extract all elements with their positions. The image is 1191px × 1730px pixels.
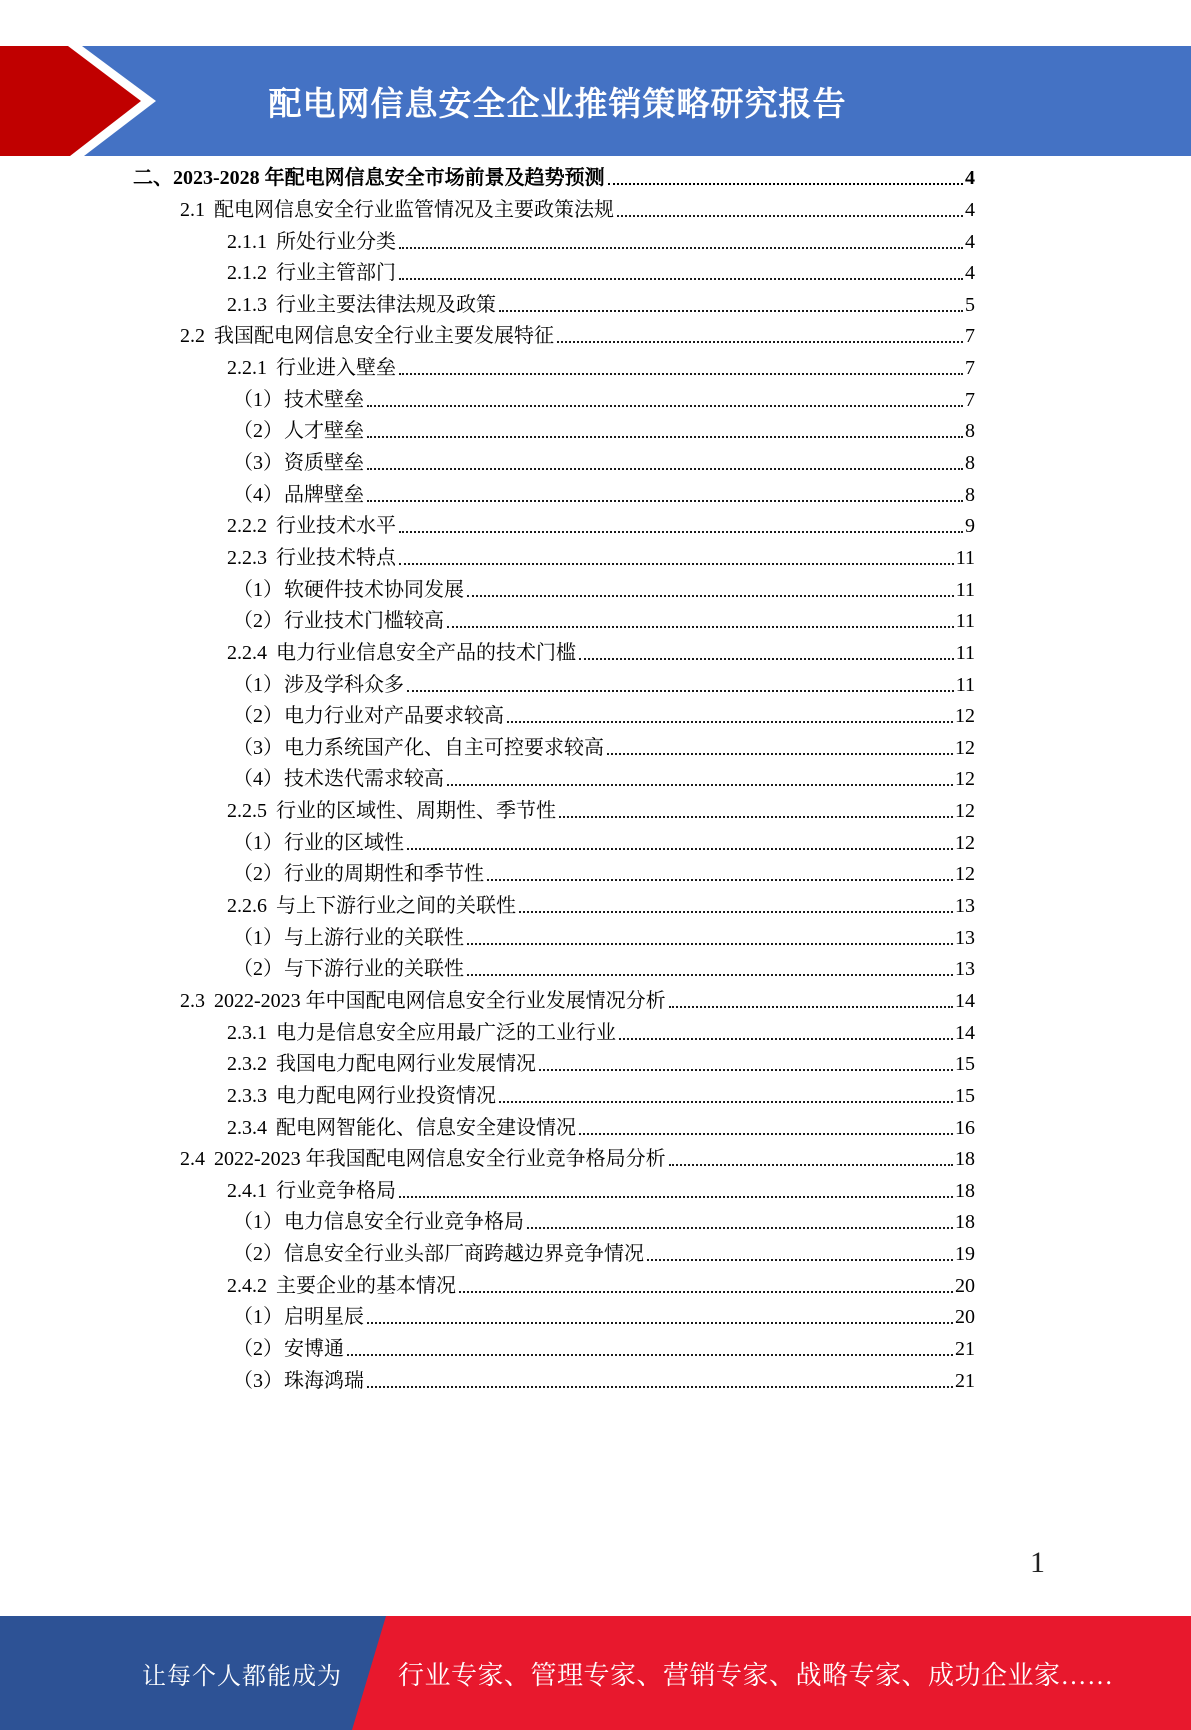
dot-leader	[608, 183, 963, 185]
toc-entry[interactable]	[133, 254, 975, 286]
toc-entry[interactable]	[133, 1140, 975, 1172]
toc-entry-page: 14	[955, 989, 975, 1012]
dot-leader	[347, 1354, 953, 1356]
dot-leader	[447, 784, 953, 786]
toc-entry-title: 信息安全行业头部厂商跨越边界竞争情况	[284, 1243, 644, 1266]
dot-leader	[399, 563, 954, 565]
toc-entry-page: 5	[965, 293, 975, 316]
toc-entry-number: 2.2.1	[227, 357, 267, 380]
toc-entry-title: 资质壁垒	[284, 452, 364, 475]
toc-entry[interactable]	[133, 1266, 975, 1298]
toc-entry-title: 电力行业对产品要求较高	[284, 705, 504, 728]
toc-entry-title: 人才壁垒	[284, 420, 364, 443]
toc-entry-title: 行业的周期性和季节性	[284, 863, 484, 886]
toc-entry[interactable]	[133, 1203, 975, 1235]
toc-entry-title: 珠海鸿瑞	[284, 1369, 364, 1392]
dot-leader	[367, 1386, 953, 1388]
footer-banner	[0, 1616, 1191, 1730]
report-title: 配电网信息安全企业推销策略研究报告	[268, 84, 847, 122]
toc-entry-number: （1）	[233, 388, 283, 411]
toc-entry[interactable]	[133, 222, 975, 254]
toc-entry-page: 7	[965, 388, 975, 411]
toc-entry-title: 行业技术门槛较高	[284, 610, 444, 633]
toc-entry-number: （4）	[233, 483, 283, 506]
dot-leader	[399, 1196, 953, 1198]
toc-entry-page: 21	[955, 1337, 975, 1360]
toc-entry-page: 15	[955, 1084, 975, 1107]
dot-leader	[407, 690, 954, 692]
dot-leader	[467, 595, 954, 597]
toc-entry-number: 2.2.2	[227, 515, 267, 538]
toc-entry-page: 9	[965, 515, 975, 538]
dot-leader	[467, 943, 953, 945]
page-number: 1	[1030, 1546, 1045, 1579]
toc-entry-number: （1）	[233, 1211, 283, 1234]
toc-entry[interactable]	[133, 728, 975, 760]
dot-leader	[447, 626, 954, 628]
toc-entry[interactable]	[133, 855, 975, 887]
toc-entry-page: 14	[955, 1021, 975, 1044]
toc-entry-title: 配电网智能化、信息安全建设情况	[276, 1116, 576, 1139]
toc-entry-number: （1）	[233, 1306, 283, 1329]
dot-leader	[579, 658, 954, 660]
dot-leader	[399, 531, 963, 533]
toc-entry-number: （4）	[233, 768, 283, 791]
dot-leader	[367, 436, 963, 438]
toc-entry-number: （2）	[233, 1337, 283, 1360]
dot-leader	[619, 1038, 953, 1040]
toc-entry-page: 7	[965, 357, 975, 380]
toc-entry-page: 4	[965, 262, 975, 285]
toc-entry[interactable]	[133, 1108, 975, 1140]
toc-entry-title: 行业技术特点	[276, 546, 396, 569]
toc-entry-page: 13	[955, 958, 975, 981]
toc-entry-number: 2.3.2	[227, 1053, 267, 1076]
toc-entry-title: 行业技术水平	[276, 515, 396, 538]
toc-entry-number: 2.2.3	[227, 546, 267, 569]
toc-entry-title: 启明星辰	[284, 1306, 364, 1329]
toc-entry-number: 2.2.5	[227, 800, 267, 823]
toc-entry-page: 8	[965, 483, 975, 506]
toc-entry[interactable]	[133, 981, 975, 1013]
toc-entry-number: （3）	[233, 452, 283, 475]
toc-entry[interactable]	[133, 760, 975, 792]
toc-entry-number: 2.2	[180, 325, 205, 348]
dot-leader	[367, 1322, 953, 1324]
toc-entry-page: 12	[955, 800, 975, 823]
dot-leader	[527, 1227, 953, 1229]
footer-slogan-right: 行业专家、管理专家、营销专家、战略专家、成功企业家……	[398, 1660, 1114, 1690]
toc-entry-page: 21	[955, 1369, 975, 1392]
toc-entry[interactable]	[133, 950, 975, 982]
header-banner	[0, 46, 1191, 156]
dot-leader	[539, 1069, 953, 1071]
toc-entry[interactable]	[133, 665, 975, 697]
toc-entry-number: 2.2.4	[227, 641, 267, 664]
toc-entry-title: 行业的区域性	[284, 831, 404, 854]
dot-leader	[557, 341, 963, 343]
toc-entry-page: 11	[955, 546, 975, 569]
toc-entry-number: （2）	[233, 863, 283, 886]
toc-entry[interactable]	[133, 380, 975, 412]
toc-entry-number: （2）	[233, 1243, 283, 1266]
toc-entry-title: 所处行业分类	[276, 230, 396, 253]
toc-entry-title: 与上游行业的关联性	[284, 926, 464, 949]
toc-entry-page: 20	[955, 1274, 975, 1297]
dot-leader	[487, 879, 953, 881]
toc-entry-page: 8	[965, 452, 975, 475]
toc-entry-number: （2）	[233, 705, 283, 728]
toc-entry-title: 技术壁垒	[284, 388, 364, 411]
toc-entry-page: 15	[955, 1053, 975, 1076]
dot-leader	[367, 500, 963, 502]
toc-entry-title: 电力配电网行业投资情况	[276, 1084, 496, 1107]
toc-entry-number: （1）	[233, 578, 283, 601]
toc-entry-title: 主要企业的基本情况	[276, 1274, 456, 1297]
dot-leader	[617, 215, 963, 217]
toc-entry[interactable]	[133, 412, 975, 444]
toc-entry-page: 20	[955, 1306, 975, 1329]
toc-entry-number: 2.2.6	[227, 895, 267, 918]
toc-entry-page: 18	[955, 1148, 975, 1171]
toc-entry-number: （2）	[233, 958, 283, 981]
toc-entry-page: 7	[965, 325, 975, 348]
toc-entry-number: （1）	[233, 673, 283, 696]
toc-entry-page: 11	[955, 673, 975, 696]
toc-entry-number: （2）	[233, 420, 283, 443]
dot-leader	[559, 816, 953, 818]
toc-entry-number: 2.4.1	[227, 1179, 267, 1202]
toc-entry[interactable]	[133, 1013, 975, 1045]
toc-entry-page: 11	[955, 578, 975, 601]
dot-leader	[499, 1101, 953, 1103]
toc-entry-page: 13	[955, 895, 975, 918]
toc-entry-page: 16	[955, 1116, 975, 1139]
toc-entry[interactable]	[133, 159, 975, 191]
toc-entry-title: 我国配电网信息安全行业主要发展特征	[214, 325, 554, 348]
toc-entry-number: 2.1.2	[227, 262, 267, 285]
toc-entry[interactable]	[133, 443, 975, 475]
toc-entry-page: 4	[965, 167, 975, 190]
toc-entry-number: 2.1.3	[227, 293, 267, 316]
toc-entry-number: （1）	[233, 831, 283, 854]
toc-entry-title: 行业主要法律法规及政策	[276, 293, 496, 316]
toc-entry-page: 12	[955, 768, 975, 791]
dot-leader	[399, 373, 963, 375]
dot-leader	[519, 911, 953, 913]
toc-entry-number: 2.3.3	[227, 1084, 267, 1107]
toc-entry[interactable]	[133, 1076, 975, 1108]
toc-entry[interactable]	[133, 507, 975, 539]
toc-entry[interactable]	[133, 475, 975, 507]
toc-entry[interactable]	[133, 1329, 975, 1361]
toc-entry[interactable]	[133, 1234, 975, 1266]
dot-leader	[499, 310, 963, 312]
toc-entry-title: 软硬件技术协同发展	[284, 578, 464, 601]
toc-entry-page: 12	[955, 736, 975, 759]
toc-entry-title: 行业竞争格局	[276, 1179, 396, 1202]
dot-leader	[407, 848, 953, 850]
toc-entry-number: 2.4.2	[227, 1274, 267, 1297]
toc-entry[interactable]	[133, 602, 975, 634]
toc-entry-number: （3）	[233, 736, 283, 759]
footer-slogan-left: 让每个人都能成为	[142, 1663, 342, 1690]
toc-entry-title: 电力信息安全行业竞争格局	[284, 1211, 524, 1234]
toc-entry-page: 4	[965, 230, 975, 253]
toc-entry-title: 2022-2023 年我国配电网信息安全行业竞争格局分析	[214, 1148, 666, 1171]
toc-entry-page: 12	[955, 831, 975, 854]
dot-leader	[399, 278, 963, 280]
toc-entry-page: 12	[955, 705, 975, 728]
toc-entry[interactable]	[133, 823, 975, 855]
toc-entry-number: （3）	[233, 1369, 283, 1392]
toc-entry-page: 11	[955, 641, 975, 664]
toc-entry-title: 电力是信息安全应用最广泛的工业行业	[276, 1021, 616, 1044]
dot-leader	[459, 1291, 953, 1293]
toc-entry-number: （2）	[233, 610, 283, 633]
toc-entry-title: 行业的区域性、周期性、季节性	[276, 800, 556, 823]
dot-leader	[607, 753, 953, 755]
toc-entry-title: 涉及学科众多	[284, 673, 404, 696]
toc-entry-number: 2.1	[180, 198, 205, 221]
toc-entry[interactable]	[133, 1298, 975, 1330]
dot-leader	[647, 1259, 953, 1261]
toc-entry[interactable]	[133, 1361, 975, 1393]
toc-entry-page: 18	[955, 1179, 975, 1202]
toc-entry-page: 12	[955, 863, 975, 886]
toc-entry-number: 2.3.4	[227, 1116, 267, 1139]
toc-entry-page: 19	[955, 1243, 975, 1266]
toc-entry-page: 11	[955, 610, 975, 633]
toc-entry[interactable]	[133, 633, 975, 665]
toc-entry-title: 2022-2023 年中国配电网信息安全行业发展情况分析	[214, 989, 666, 1012]
toc-entry-title: 品牌壁垒	[284, 483, 364, 506]
toc-entry-title: 安博通	[284, 1337, 344, 1360]
toc-entry[interactable]	[133, 1045, 975, 1077]
dot-leader	[669, 1164, 953, 1166]
toc-entry[interactable]	[133, 348, 975, 380]
toc-entry[interactable]	[133, 1171, 975, 1203]
toc-entry-number: （1）	[233, 926, 283, 949]
toc-entry-page: 4	[965, 198, 975, 221]
dot-leader	[467, 974, 953, 976]
dot-leader	[399, 247, 963, 249]
toc-entry-number: 2.1.1	[227, 230, 267, 253]
toc-entry[interactable]	[133, 918, 975, 950]
toc-entry[interactable]	[133, 190, 975, 222]
toc-entry[interactable]	[133, 317, 975, 349]
toc-entry-title: 电力行业信息安全产品的技术门槛	[276, 641, 576, 664]
toc-entry-page: 8	[965, 420, 975, 443]
toc-entry-title: 电力系统国产化、自主可控要求较高	[284, 736, 604, 759]
toc-entry-title: 技术迭代需求较高	[284, 768, 444, 791]
toc-entry[interactable]	[133, 538, 975, 570]
toc-entry-title: 与下游行业的关联性	[284, 958, 464, 981]
toc-entry[interactable]	[133, 285, 975, 317]
dot-leader	[579, 1133, 953, 1135]
toc-entry[interactable]	[133, 791, 975, 823]
toc-entry-number: 2.4	[180, 1148, 205, 1171]
toc-entry-page: 13	[955, 926, 975, 949]
toc-entry-title: 我国电力配电网行业发展情况	[276, 1053, 536, 1076]
toc-entry-number: 二、	[133, 167, 173, 190]
dot-leader	[507, 721, 953, 723]
toc-entry[interactable]	[133, 886, 975, 918]
toc-entry-number: 2.3	[180, 989, 205, 1012]
dot-leader	[367, 405, 963, 407]
toc-entry-title: 配电网信息安全行业监管情况及主要政策法规	[214, 198, 614, 221]
toc-entry-title: 与上下游行业之间的关联性	[276, 895, 516, 918]
toc-entry-title: 行业主管部门	[276, 262, 396, 285]
toc-entry[interactable]	[133, 570, 975, 602]
toc-entry[interactable]	[133, 697, 975, 729]
dot-leader	[669, 1006, 953, 1008]
toc-entry-page: 18	[955, 1211, 975, 1234]
dot-leader	[367, 468, 963, 470]
toc-list	[133, 127, 975, 1393]
toc-entry-title: 行业进入壁垒	[276, 357, 396, 380]
toc-entry-title: 2023-2028 年配电网信息安全市场前景及趋势预测	[173, 167, 605, 190]
toc-entry-number: 2.3.1	[227, 1021, 267, 1044]
